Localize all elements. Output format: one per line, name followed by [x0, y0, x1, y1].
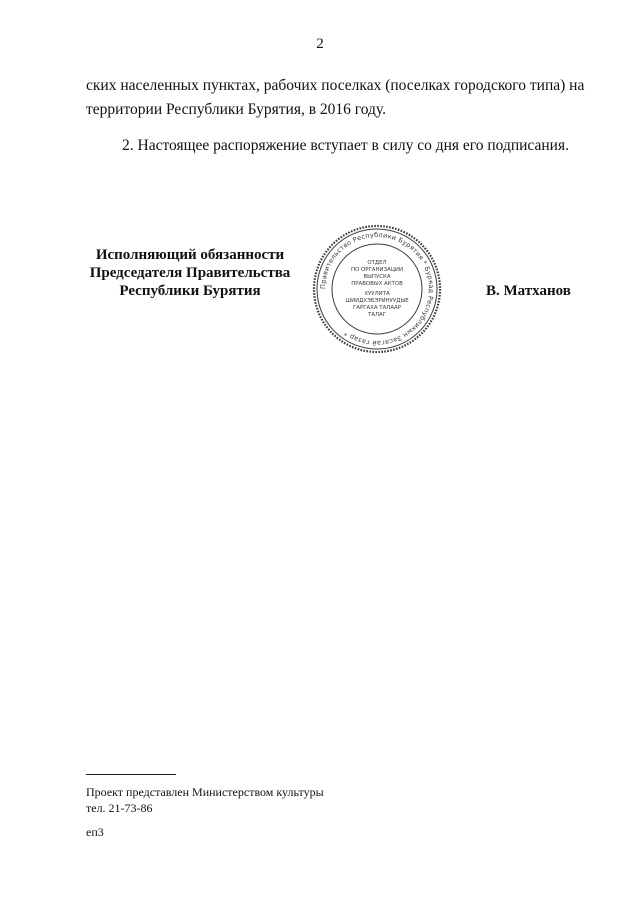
- body-paragraph-1: [86, 74, 585, 122]
- page-number: 2: [316, 36, 324, 52]
- seal-center-line-4: ПРАВОВЫХ АКТОВ: [351, 281, 403, 287]
- signer-title-line-1: Исполняющий обязанности: [95, 247, 285, 263]
- body-paragraph-2: [86, 134, 574, 158]
- seal-outer-text: Правительство Республики Бурятия * Буряад Республикын Засагай газар *: [318, 230, 436, 348]
- signer-title-line-2: Председателя Правительства: [89, 265, 291, 281]
- footnote-code: еп3: [86, 825, 104, 839]
- footnote-line-1: Проект представлен Министерством культуры: [86, 785, 324, 799]
- seal-center-line-3: ВЫПУСКА: [363, 274, 391, 280]
- signer-name: В. Матханов: [486, 283, 571, 299]
- seal-center-line-5: ХУУЛИТА: [364, 291, 390, 297]
- seal-center-line-1: ОТДЕЛ: [367, 260, 387, 266]
- footnote-divider: [86, 774, 176, 775]
- body-paragraph-2-text: 2. Настоящее распоряжение вступает в силу со дня его подписания.: [122, 137, 569, 154]
- signer-title-line-3: Республики Бурятия: [119, 283, 261, 299]
- seal-center-line-7: ГАРГАХА ТАЛААР: [353, 305, 401, 311]
- seal-center-line-8: ТАЛАГ: [367, 312, 387, 318]
- official-seal: [310, 222, 444, 356]
- signer-title: [70, 246, 310, 300]
- footnote-line-2: тел. 21-73-86: [86, 801, 153, 815]
- svg-text:Правительство Республики Бурят: [319, 231, 435, 347]
- seal-center-line-2: ПО ОРГАНИЗАЦИИ: [351, 267, 403, 273]
- body-paragraph-1-line-1: ских населенных пунктах, рабочих поселках (поселках городского типа) на: [86, 77, 585, 94]
- footnote: [86, 784, 324, 840]
- seal-center-line-6: ШИИДХЭБЭРИНУУДЫЕ: [345, 298, 409, 304]
- body-paragraph-1-line-2: территории Республики Бурятия, в 2016 году.: [86, 101, 387, 118]
